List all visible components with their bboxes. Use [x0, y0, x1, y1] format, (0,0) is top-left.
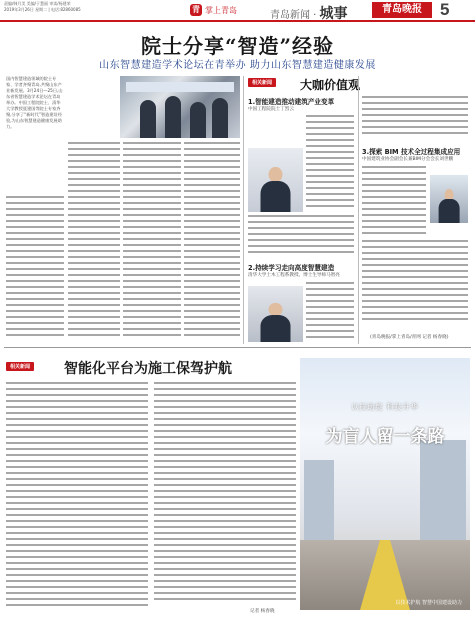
forum-photo: [120, 76, 240, 138]
related-news-label: 相关新闻: [248, 78, 276, 87]
photo-caption: 以技术护航 智慧中国建设助力: [395, 600, 462, 606]
masthead-date: 2019年3月26日 星期二 | 电话:82860085: [4, 7, 81, 12]
app-name: 掌上青岛: [205, 5, 237, 15]
column-divider: [358, 76, 359, 344]
person-figure: [212, 98, 228, 138]
subheadline: 山东智慧建造学术论坛在青举办 助力山东智慧建造健康发展: [99, 60, 376, 71]
item2-text: [306, 282, 354, 344]
forum-banner: [126, 82, 234, 92]
person-figure: [140, 100, 156, 138]
item1-meta: 中国工程院院士丁烈云: [248, 107, 294, 112]
app-badge: [190, 4, 237, 16]
photo-slogan-big: 为盲人留一条路: [325, 427, 445, 447]
masthead-editors: 责编/韩月美 美编/于慧丽 审读/杨建荣: [4, 1, 71, 6]
app-icon: 青: [192, 5, 200, 14]
person-figure: [259, 303, 292, 342]
item1-title: 1.智能建造推动建筑产业变革: [248, 98, 335, 106]
lead-paragraph: 国内智慧建造领域的院士专家、学者齐聚青岛,共聚山东产业新发展。3月24日—25日,山东省智慧建造学术论坛在青岛举办。中国工程院院士、清华大学教授聂建国等院士专家齐聚,分享了“新时代”智造建设经验,为山东智慧建造健康发展助力。: [6, 76, 63, 129]
item2-meta: 清华大学土木工程系教授、博士生导师马智亮: [248, 273, 340, 278]
section-divider: [4, 347, 471, 348]
article-text-col3: [123, 142, 181, 342]
lower-related-news-tag: [6, 362, 34, 371]
lower-text-col1: [6, 382, 148, 612]
person-figure: [165, 96, 181, 138]
lower-article-title: 智能化平台为施工保驾护航: [64, 361, 232, 377]
masthead-info: [4, 1, 104, 13]
article-text-col1: [6, 196, 64, 341]
col-right-text-a: [362, 96, 468, 140]
section-name: 城事: [319, 6, 348, 22]
page-number: 5: [440, 0, 450, 19]
paper-logo: 青岛晚报: [372, 2, 432, 18]
portrait-photo-3: [430, 175, 468, 223]
item3-title: 3.探索 BIM 技术全过程集成应用: [362, 148, 461, 156]
portrait-photo-2: [248, 286, 303, 342]
article-text-col2: [68, 142, 120, 342]
person-figure: [438, 189, 461, 223]
lower-text-col2: [154, 382, 296, 604]
photo-slogan-small: 以技助绽 科技升华: [351, 403, 419, 411]
person-figure: [259, 167, 292, 212]
item1-text-b: [248, 215, 354, 257]
item3-meta: 中国建筑业协会副会长兼BIM分会会长刘世鹏: [362, 157, 454, 162]
section-prefix: 青岛新闻 ·: [270, 10, 320, 21]
section-header: [270, 3, 348, 23]
right-section-byline: (青岛晚报/掌上青岛/青网 记者 杨春晓): [370, 335, 449, 340]
person-figure: [190, 102, 206, 138]
item3-text-b: [362, 240, 468, 324]
item3-text-a: [362, 166, 426, 238]
building: [304, 460, 334, 550]
section-title: 大咖价值观: [300, 78, 361, 92]
masthead: [0, 0, 475, 22]
lower-related-news-label: 相关新闻: [6, 362, 34, 371]
article-text-col4: [184, 142, 240, 342]
item2-title: 2.持续学习走向高度智慧建造: [248, 264, 335, 272]
guide-path-photo: [300, 358, 470, 610]
headline: 院士分享“智造”经验: [140, 34, 334, 58]
related-news-tag: [248, 78, 276, 87]
building: [420, 440, 466, 550]
item1-text-a: [306, 115, 354, 215]
lower-byline: 记者 杨春晓: [250, 609, 275, 614]
column-divider: [243, 76, 244, 344]
portrait-photo-1: [248, 148, 303, 212]
